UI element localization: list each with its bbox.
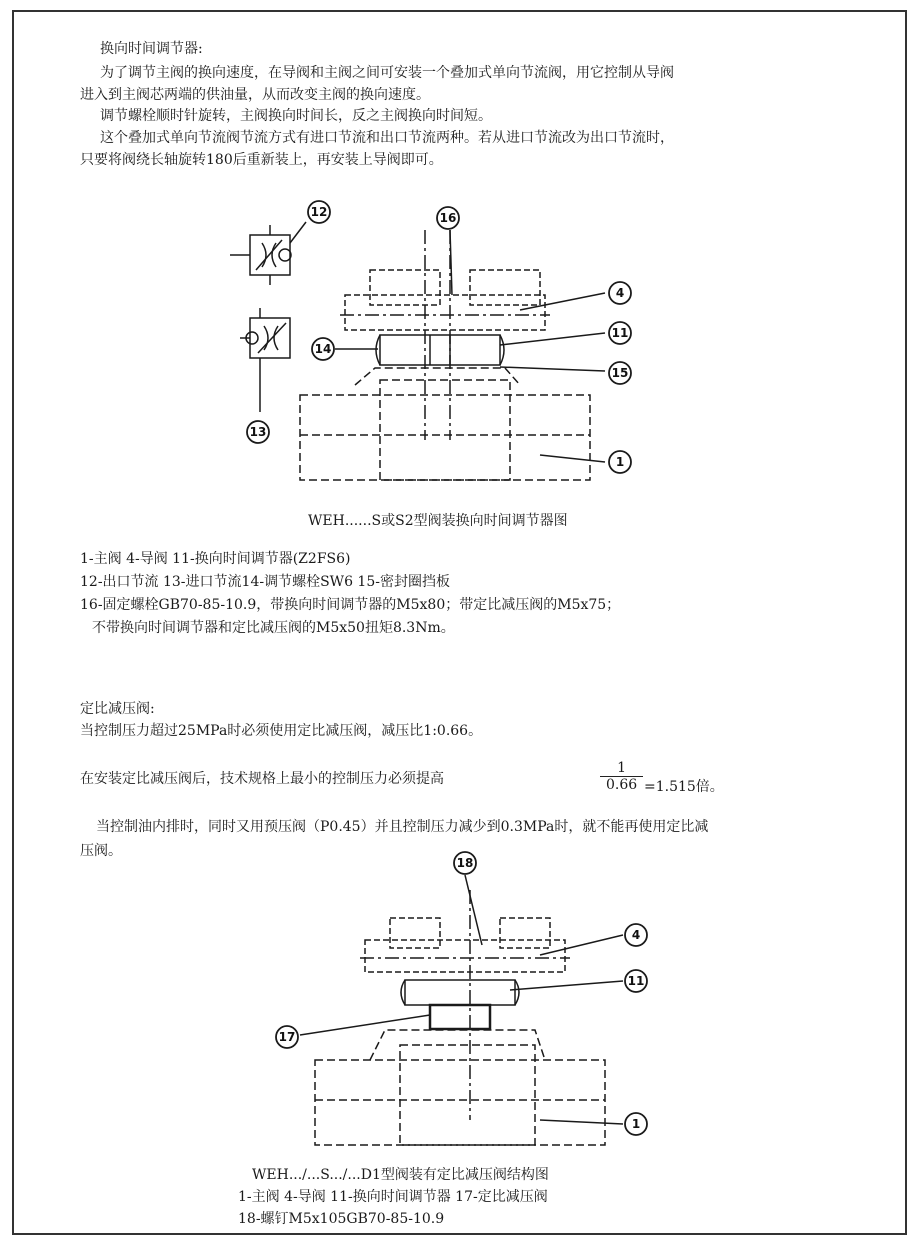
callout-label: 1 (631, 1117, 641, 1131)
main-valve-body (315, 1030, 605, 1145)
fraction-result: =1.515倍。 (644, 779, 724, 795)
callout-label: 16 (439, 211, 457, 225)
legend-line: 18-螺钉M5x105GB70-85-10.9 (238, 1211, 445, 1227)
legend-line: 12-出口节流 13-进口节流14-调节螺栓SW6 15-密封圈挡板 (80, 574, 450, 590)
paragraph-line: 只要将阀绕长轴旋转180后重新装上，再安装上导阀即可。 (80, 152, 443, 168)
paragraph-line: 为了调节主阀的换向速度，在导阀和主阀之间可安装一个叠加式单向节流阀，用它控制从导阀 (100, 65, 674, 81)
legend-line: 1-主阀 4-导阀 11-换向时间调节器(Z2FS6) (80, 551, 351, 567)
paragraph-line: 这个叠加式单向节流阀节流方式有进口节流和出口节流两种。若从进口节流改为出口节流时， (100, 130, 674, 146)
paragraph-line: 当控制压力超过25MPa时必须使用定比减压阀，减压比1:0.66。 (80, 723, 483, 739)
paragraph-line: 调节螺栓顺时针旋转，主阀换向时间长，反之主阀换向时间短。 (100, 108, 492, 124)
section-heading-timer: 换向时间调节器: (100, 41, 203, 57)
callout-label: 4 (631, 928, 641, 942)
callout-label: 13 (249, 425, 267, 439)
figure1-caption: WEH......S或S2型阀装换向时间调节器图 (308, 513, 568, 529)
paragraph-line: 压阀。 (80, 843, 122, 859)
callout-label: 15 (611, 366, 629, 380)
figure2-caption: WEH.../...S.../...D1型阀装有定比减压阀结构图 (252, 1167, 549, 1183)
fraction-denominator: 0.66 (600, 776, 643, 793)
legend-line: 16-固定螺栓GB70-85-10.9，带换向时间调节器的M5x80；带定比减压阀的M5x75； (80, 597, 621, 613)
callout-circles (276, 852, 647, 1135)
callout-label: 1 (615, 455, 625, 469)
pilot-valve (360, 918, 570, 972)
callout-label: 4 (615, 286, 625, 300)
callout-label: 12 (310, 205, 328, 219)
paragraph-line: 在安装定比减压阀后，技术规格上最小的控制压力必须提高 (80, 771, 444, 787)
section-heading-reducer: 定比减压阀: (80, 701, 155, 717)
callout-label: 11 (627, 974, 645, 988)
callout-label: 18 (456, 856, 474, 870)
legend-line: 1-主阀 4-导阀 11-换向时间调节器 17-定比减压阀 (238, 1189, 548, 1205)
paragraph-line: 进入到主阀芯两端的供油量，从而改变主阀的换向速度。 (80, 87, 430, 103)
legend-line: 不带换向时间调节器和定比减压阀的M5x50扭矩8.3Nm。 (92, 620, 455, 636)
callout-label: 17 (278, 1030, 296, 1044)
paragraph-line: 当控制油内排时，同时又用预压阀（P0.45）并且控制压力减少到0.3MPa时，就不能再使用定比减 (96, 819, 709, 835)
callout-label: 14 (314, 342, 332, 356)
fraction-numerator: 1 (617, 760, 627, 776)
pressure-reducing-valve (430, 1005, 490, 1029)
callout-label: 11 (611, 326, 629, 340)
timing-regulator-plate (401, 980, 519, 1005)
